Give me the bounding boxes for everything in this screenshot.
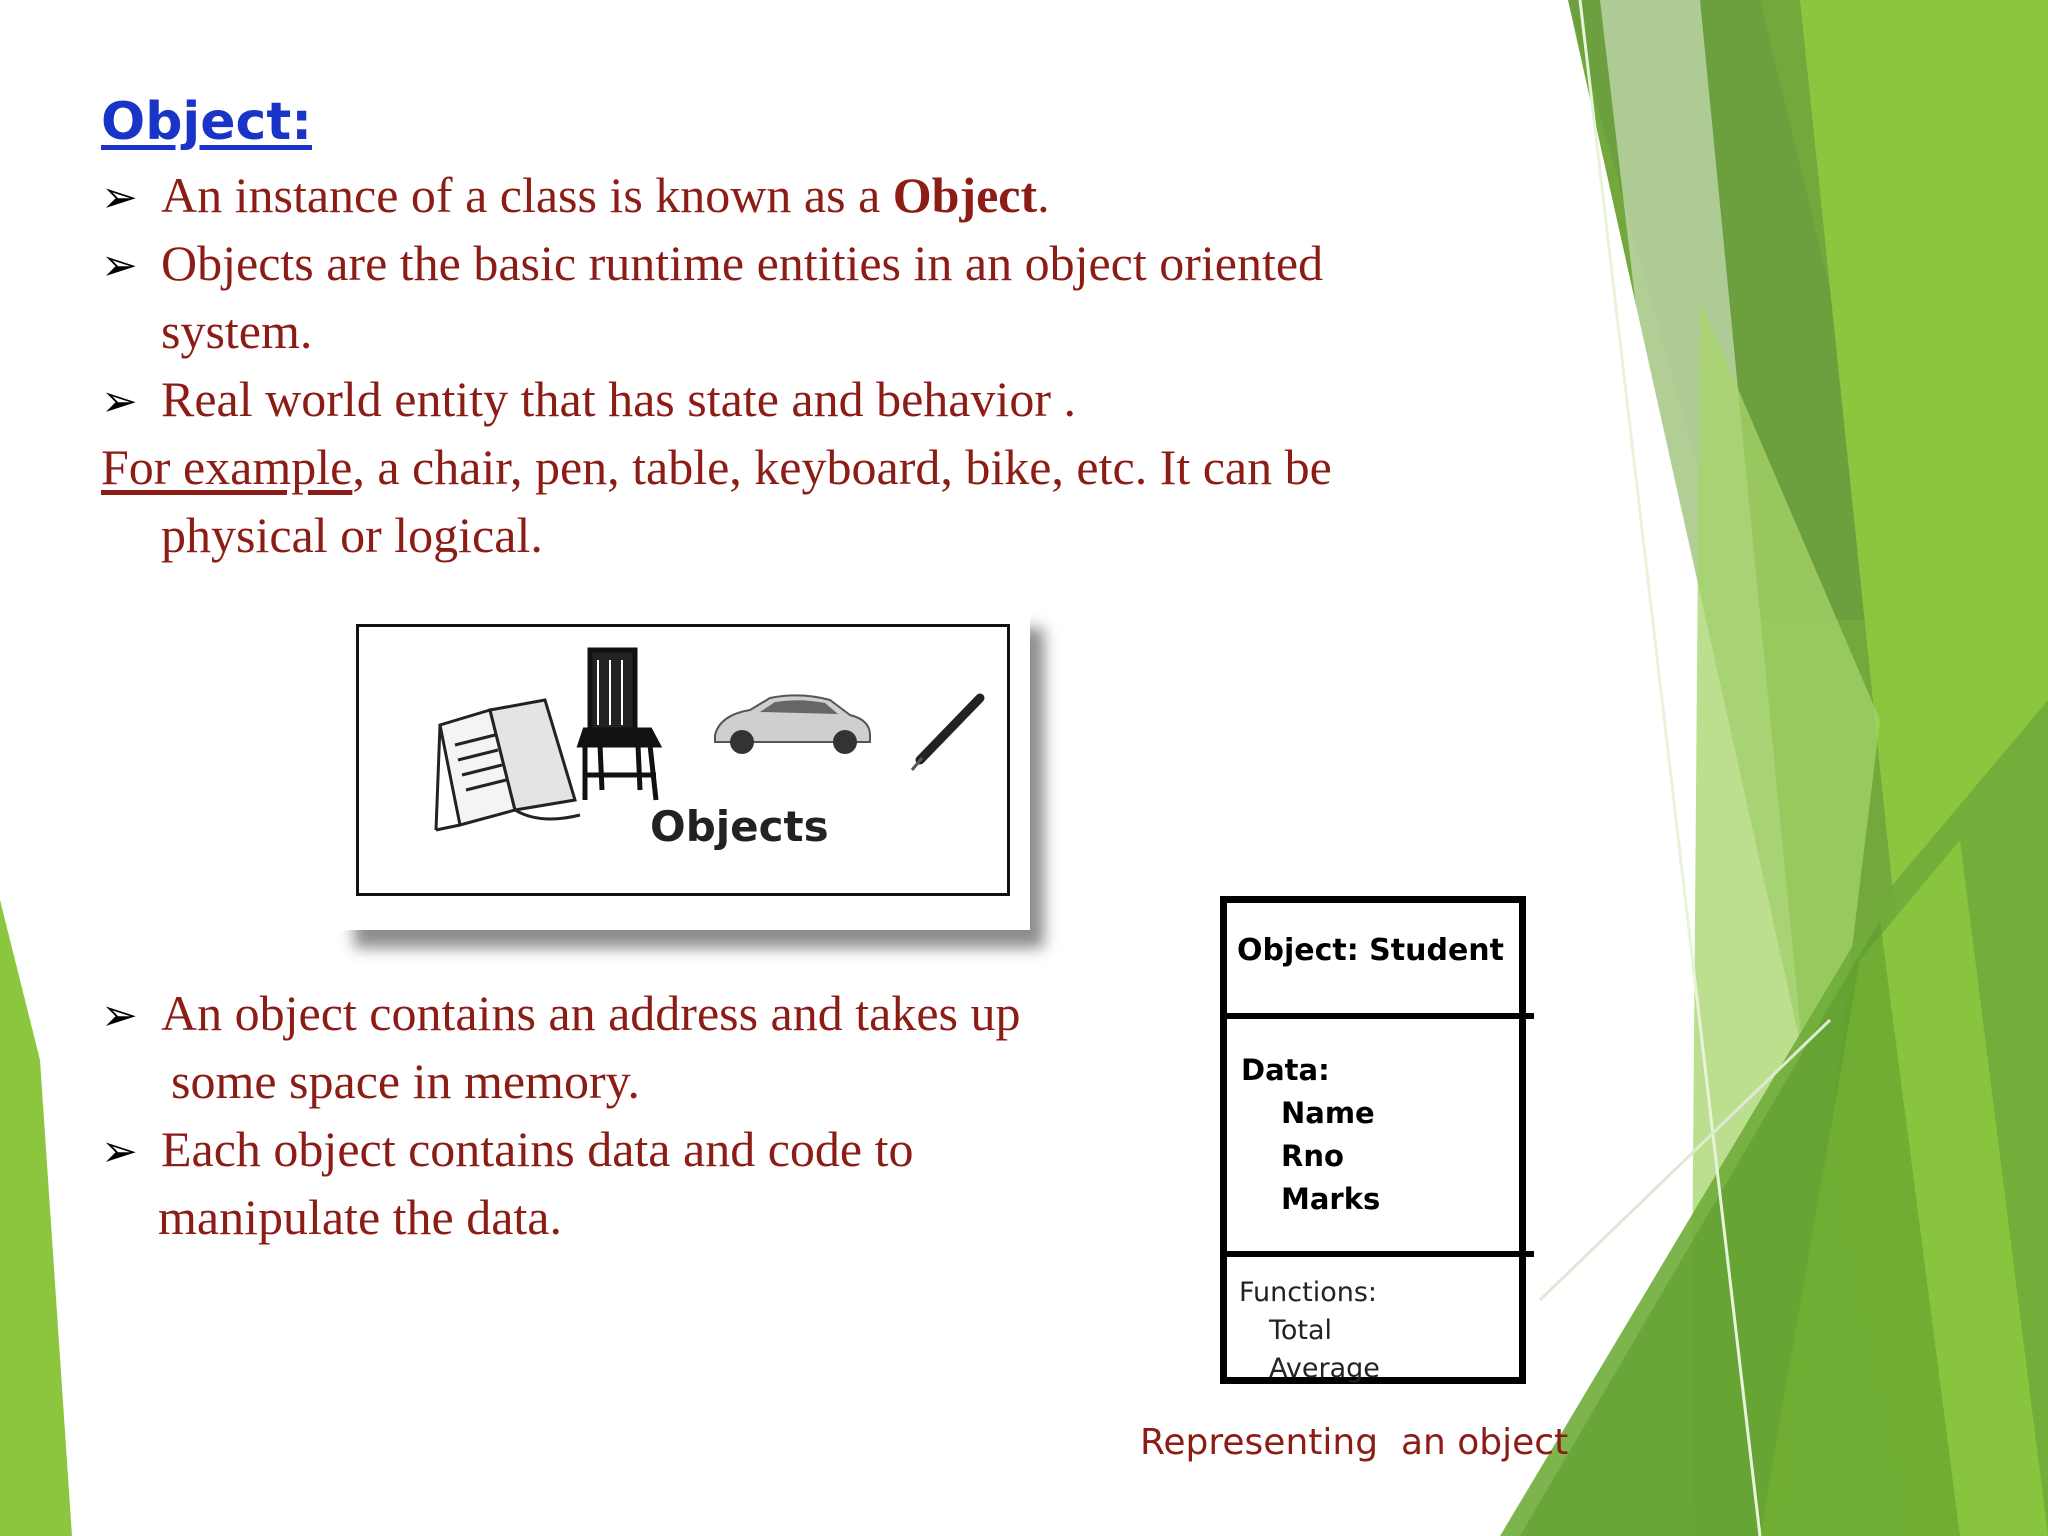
data-label: Data: [1241, 1053, 1330, 1087]
student-title: Object: Student [1237, 933, 1504, 968]
arrow-bullet-icon: ➢ [101, 990, 138, 1041]
objects-label: Objects [650, 802, 829, 851]
bullet-instance: ➢ An instance of a class is known as a Object. [101, 167, 1050, 223]
bullet-data-code-cont: manipulate the data. [158, 1189, 563, 1245]
book-icon [436, 700, 580, 830]
functions-label: Functions: [1239, 1277, 1378, 1308]
bullet-runtime-entities: ➢ Objects are the basic runtime entities in an object oriented [101, 235, 1324, 291]
diagram-divider [1220, 1251, 1534, 1257]
function-item: Total [1269, 1315, 1333, 1346]
slide-heading: Object: [101, 92, 312, 152]
bullet-address-memory-cont: some space in memory. [171, 1053, 640, 1109]
objects-picture [340, 610, 1030, 930]
car-icon [715, 695, 870, 754]
arrow-bullet-icon: ➢ [101, 1126, 138, 1177]
bullet-runtime-entities-cont: system. [161, 303, 313, 359]
bullet-real-world: ➢ Real world entity that has state and behavior . [101, 371, 1077, 427]
pen-icon [912, 698, 980, 770]
data-item: Name [1281, 1096, 1375, 1130]
data-item: Rno [1281, 1139, 1344, 1173]
bullet-data-code: ➢ Each object contains data and code to [101, 1121, 914, 1177]
arrow-bullet-icon: ➢ [101, 172, 138, 223]
arrow-bullet-icon: ➢ [101, 240, 138, 291]
chair-icon [580, 650, 658, 800]
diagram-divider [1220, 1013, 1534, 1019]
example-line: For example, a chair, pen, table, keyboard, bike, etc. It can be [101, 439, 1332, 495]
function-item: Average [1269, 1353, 1380, 1384]
student-object-diagram [1220, 896, 1526, 1384]
example-line-cont: physical or logical. [161, 507, 543, 563]
bullet-address-memory: ➢ An object contains an address and takes up [101, 985, 1021, 1041]
diagram-caption: Representing an object [1140, 1422, 1569, 1463]
arrow-bullet-icon: ➢ [101, 376, 138, 427]
data-item: Marks [1281, 1182, 1381, 1216]
